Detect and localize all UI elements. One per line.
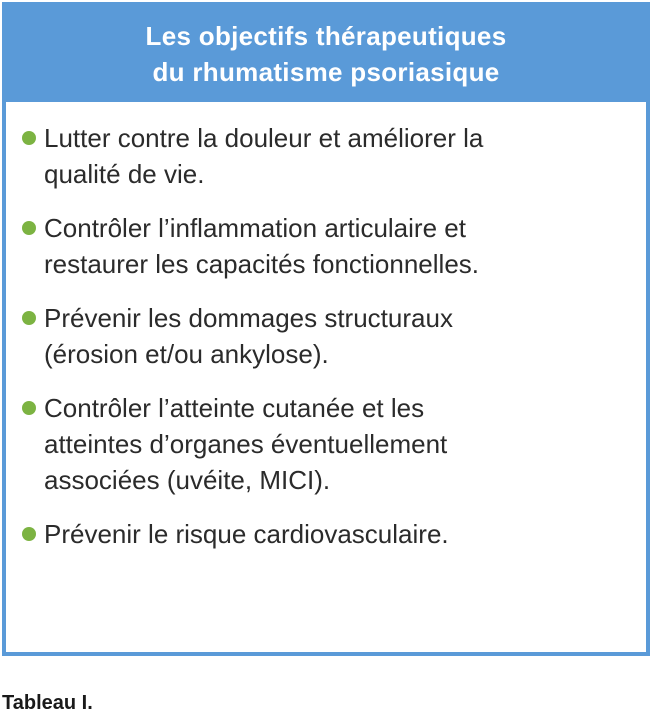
green-bullet-icon [22,311,36,325]
table-caption: Tableau I. [2,692,93,714]
box-header [6,6,646,102]
box-title-line-2: du rhumatisme psoriasique [152,57,500,87]
green-bullet-icon [22,401,36,415]
green-bullet-icon [22,221,36,235]
green-bullet-icon [22,527,36,541]
objectives-list [6,102,646,552]
list-item [22,390,626,498]
box-title-line-1: Les objectifs thérapeutiques [145,21,507,51]
objectives-box [2,2,650,656]
list-item-text: Prévenir les dommages structuraux (érosion et/ou ankylose). [44,303,453,369]
list-item [22,300,626,372]
list-item [22,516,626,552]
list-item-text: Prévenir le risque cardiovasculaire. [44,519,449,549]
list-item-text: Contrôler l’inflammation articulaire et restaurer les capacités fonctionnelles. [44,213,480,279]
list-item [22,210,626,282]
list-item-text: Lutter contre la douleur et améliorer la qualité de vie. [44,123,484,189]
list-item-text: Contrôler l’atteinte cutanée et les atteintes d’organes éventuellement associées (uvéite, MICI). [44,393,448,495]
list-item [22,120,626,192]
green-bullet-icon [22,131,36,145]
